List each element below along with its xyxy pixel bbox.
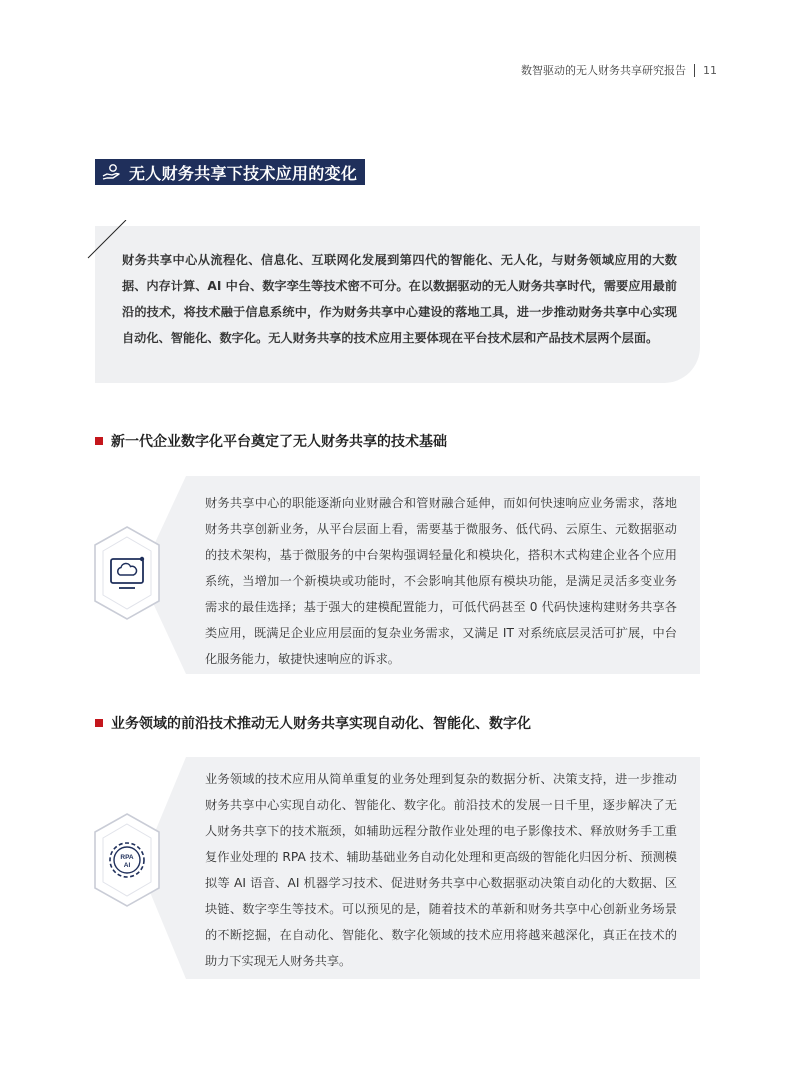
rpa-label: RPA <box>120 854 134 861</box>
section-title-bar <box>95 159 365 185</box>
running-header <box>521 62 717 78</box>
page-number: 11 <box>703 63 717 77</box>
cloud-monitor-icon <box>93 525 161 621</box>
intro-paragraph: 财务共享中心从流程化、信息化、互联网化发展到第四代的智能化、无人化，与财务领域应用的大数据、内存计算、AI 中台、数字孪生等技术密不可分。在以数据驱动的无人财务共享时代，需要应用最前沿的技术，将技术融于信息系统中，作为财务共享中心建设的落地工具，进一步推动财务共享中心实现自动化、智能化、数字化。无人财务共享的技术应用主要体现在平台技术层和产品技术层两个层面。 <box>122 253 677 345</box>
red-bullet <box>95 719 103 727</box>
header-divider <box>694 64 695 77</box>
subsection-paragraph-frontier: 业务领域的技术应用从简单重复的业务处理到复杂的数据分析、决策支持，进一步推动财务共享中心实现自动化、智能化、数字化。前沿技术的发展一日千里，逐步解决了无人财务共享下的技术瓶颈，如辅助远程分散作业处理的电子影像技术、释放财务手工重复作业处理的 RPA 技术、辅助基础业务自动化处理和更高级的智能化归因分析、预测模拟等 AI 语音、AI 机器学习技术、促进财务共享中心数据驱动决策自动化的大数据、区块链、数字孪生等技术。可以预见的是，随着技术的革新和财务共享中心创新业务场景的不断挖掘，在自动化、智能化、数字化领域的技术应用将越来越深化，真正在技术的助力下实现无人财务共享。 <box>205 772 677 968</box>
subsection-heading-frontier: 业务领域的前沿技术推动无人财务共享实现自动化、智能化、数字化 <box>95 713 531 733</box>
red-bullet <box>95 437 103 445</box>
section-title: 无人财务共享下技术应用的变化 <box>129 163 358 183</box>
report-title: 数智驱动的无人财务共享研究报告 <box>521 64 686 77</box>
ai-label: AI <box>123 862 131 869</box>
subsection-heading-platform: 新一代企业数字化平台奠定了无人财务共享的技术基础 <box>95 431 447 451</box>
rpa-ai-gear-icon <box>93 812 161 908</box>
hand-coin-icon <box>101 163 121 181</box>
subsection-paragraph-platform: 财务共享中心的职能逐渐向业财融合和管财融合延伸，而如何快速响应业务需求，落地财务共享创新业务，从平台层面上看，需要基于微服务、低代码、云原生、元数据驱动的技术架构，基于微服务的中台架构强调轻量化和模块化，搭积木式构建企业各个应用系统，当增加一个新模块或功能时，不会影响其他原有模块功能，是满足灵活多变业务需求的最佳选择；基于强大的建模配置能力，可低代码甚至 0 代码快速构建财务共享各类应用，既满足企业应用层面的复杂业务需求，又满足 IT 对系统底层灵活可扩展，中台化服务能力，敏捷快速响应的诉求。 <box>205 496 677 666</box>
